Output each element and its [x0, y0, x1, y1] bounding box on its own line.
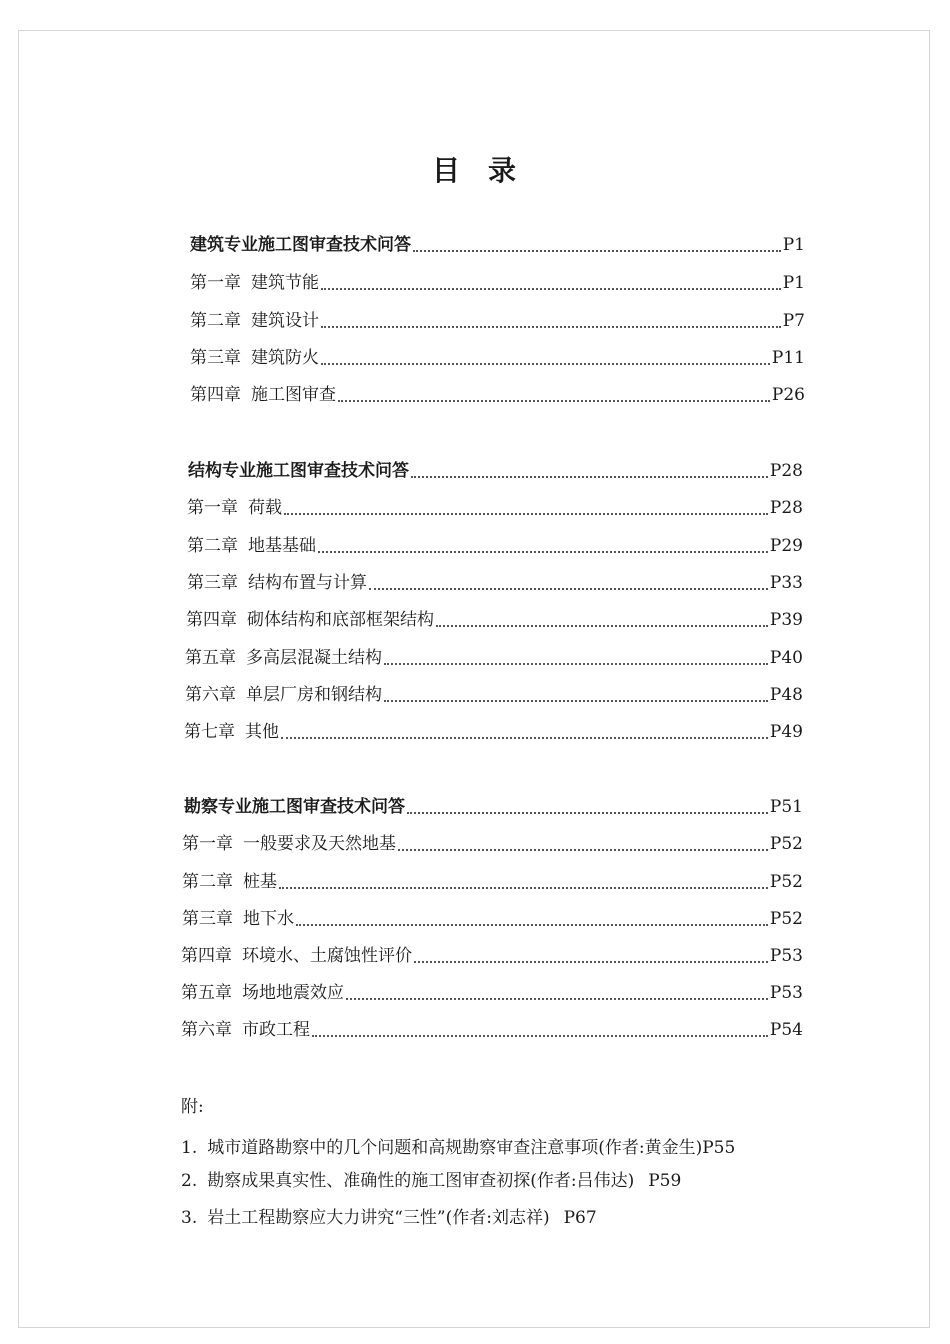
- section-heading-label: 勘察专业施工图审查技术问答: [184, 797, 405, 817]
- leader-dots: [281, 736, 768, 739]
- appendix-item-page: P59: [648, 1171, 682, 1191]
- chapter-title: 桩基: [243, 872, 277, 892]
- chapter-number: 第五章: [181, 983, 232, 1003]
- page-number: P52: [769, 834, 803, 854]
- chapter-number: 第一章: [190, 273, 241, 293]
- appendix-item[interactable]: [181, 1169, 681, 1193]
- section-heading-label: 建筑专业施工图审查技术问答: [190, 235, 411, 255]
- leader-dots: [338, 399, 770, 402]
- chapter-number: 第二章: [182, 872, 233, 892]
- chapter-number: 第三章: [190, 348, 241, 368]
- page-number: P40: [769, 648, 803, 668]
- chapter-title: 市政工程: [242, 1020, 310, 1040]
- chapter-number: 第一章: [187, 498, 238, 518]
- appendix-item[interactable]: [181, 1206, 597, 1230]
- chapter-number: 第五章: [185, 648, 236, 668]
- appendix-item-index: 1.: [181, 1138, 198, 1158]
- toc-section-heading[interactable]: [188, 459, 803, 483]
- leader-dots: [279, 886, 768, 889]
- page-number: P28: [769, 461, 803, 481]
- toc-chapter[interactable]: [186, 608, 803, 632]
- page-number: P7: [782, 311, 805, 331]
- page-number: P53: [769, 946, 803, 966]
- chapter-title: 一般要求及天然地基: [243, 834, 396, 854]
- chapter-title: 结构布置与计算: [248, 573, 367, 593]
- page-number: P1: [782, 235, 805, 255]
- chapter-title: 其他: [245, 722, 279, 742]
- leader-dots: [398, 848, 768, 851]
- page-number: P49: [769, 722, 803, 742]
- chapter-number: 第六章: [181, 1020, 232, 1040]
- chapter-title: 地下水: [243, 909, 294, 929]
- appendix-item-text: 岩土工程勘察应大力讲究“三性”(作者:刘志祥): [207, 1208, 550, 1228]
- chapter-title: 施工图审查: [251, 385, 336, 405]
- toc-section-heading[interactable]: [190, 233, 805, 257]
- leader-dots: [312, 1034, 768, 1037]
- leader-dots: [411, 475, 768, 478]
- appendix-item-page: P67: [563, 1208, 597, 1228]
- page-number: P39: [769, 610, 803, 630]
- section-heading-label: 结构专业施工图审查技术问答: [188, 461, 409, 481]
- toc-chapter[interactable]: [190, 309, 805, 333]
- toc-chapter[interactable]: [187, 534, 803, 558]
- leader-dots: [346, 997, 768, 1000]
- appendix-label: 附:: [181, 1097, 204, 1117]
- leader-dots: [321, 287, 781, 290]
- page-number: P1: [782, 273, 805, 293]
- leader-dots: [436, 624, 768, 627]
- leader-dots: [414, 960, 768, 963]
- leader-dots: [384, 699, 768, 702]
- leader-dots: [384, 662, 768, 665]
- appendix-item-index: 2.: [181, 1171, 198, 1191]
- chapter-number: 第三章: [187, 573, 238, 593]
- chapter-number: 第二章: [190, 311, 241, 331]
- page-number: P11: [771, 348, 805, 368]
- chapter-number: 第二章: [187, 536, 238, 556]
- toc-chapter[interactable]: [182, 870, 803, 894]
- toc-chapter[interactable]: [181, 1018, 803, 1042]
- page-number: P53: [769, 983, 803, 1003]
- document-page: [18, 30, 930, 1328]
- leader-dots: [369, 587, 768, 590]
- leader-dots: [296, 923, 768, 926]
- toc-chapter[interactable]: [181, 981, 803, 1005]
- page-number: P52: [769, 909, 803, 929]
- toc-chapter[interactable]: [185, 646, 803, 670]
- chapter-number: 第四章: [186, 610, 237, 630]
- chapter-number: 第四章: [181, 946, 232, 966]
- toc-chapter[interactable]: [187, 571, 803, 595]
- chapter-number: 第七章: [184, 722, 235, 742]
- page-number: P33: [769, 573, 803, 593]
- toc-chapter[interactable]: [182, 832, 803, 856]
- page-number: P29: [769, 536, 803, 556]
- page-number: P51: [769, 797, 803, 817]
- appendix-item-index: 3.: [181, 1208, 198, 1228]
- leader-dots: [321, 325, 781, 328]
- page-number: P54: [769, 1020, 803, 1040]
- toc-chapter[interactable]: [182, 907, 803, 931]
- chapter-title: 场地地震效应: [242, 983, 344, 1003]
- appendix-item-text: 勘察成果真实性、准确性的施工图审查初探(作者:吕伟达): [207, 1171, 635, 1191]
- chapter-title: 多高层混凝土结构: [246, 648, 382, 668]
- toc-chapter[interactable]: [190, 271, 805, 295]
- leader-dots: [318, 550, 768, 553]
- chapter-number: 第四章: [190, 385, 241, 405]
- toc-chapter[interactable]: [187, 496, 803, 520]
- page-title: 目录: [431, 154, 544, 187]
- chapter-number: 第一章: [182, 834, 233, 854]
- chapter-title: 环境水、土腐蚀性评价: [242, 946, 412, 966]
- toc-chapter[interactable]: [190, 346, 805, 370]
- chapter-title: 砌体结构和底部框架结构: [247, 610, 434, 630]
- chapter-title: 建筑节能: [251, 273, 319, 293]
- chapter-number: 第六章: [185, 685, 236, 705]
- toc-section-heading[interactable]: [184, 795, 803, 819]
- toc-chapter[interactable]: [185, 683, 803, 707]
- leader-dots: [284, 512, 768, 515]
- leader-dots: [321, 362, 770, 365]
- page-number: P28: [769, 498, 803, 518]
- chapter-title: 建筑防火: [251, 348, 319, 368]
- page-number: P52: [769, 872, 803, 892]
- chapter-title: 单层厂房和钢结构: [246, 685, 382, 705]
- appendix-item-text: 城市道路勘察中的几个问题和高规勘察审查注意事项(作者:黄金生)P55: [207, 1138, 736, 1158]
- chapter-title: 地基基础: [248, 536, 316, 556]
- appendix-item[interactable]: [181, 1136, 735, 1160]
- leader-dots: [407, 811, 768, 814]
- toc-chapter[interactable]: [184, 720, 803, 744]
- page-number: P26: [771, 385, 805, 405]
- toc-chapter[interactable]: [190, 383, 805, 407]
- chapter-title: 建筑设计: [251, 311, 319, 331]
- chapter-title: 荷载: [248, 498, 282, 518]
- chapter-number: 第三章: [182, 909, 233, 929]
- toc-chapter[interactable]: [181, 944, 803, 968]
- page-number: P48: [769, 685, 803, 705]
- leader-dots: [413, 249, 781, 252]
